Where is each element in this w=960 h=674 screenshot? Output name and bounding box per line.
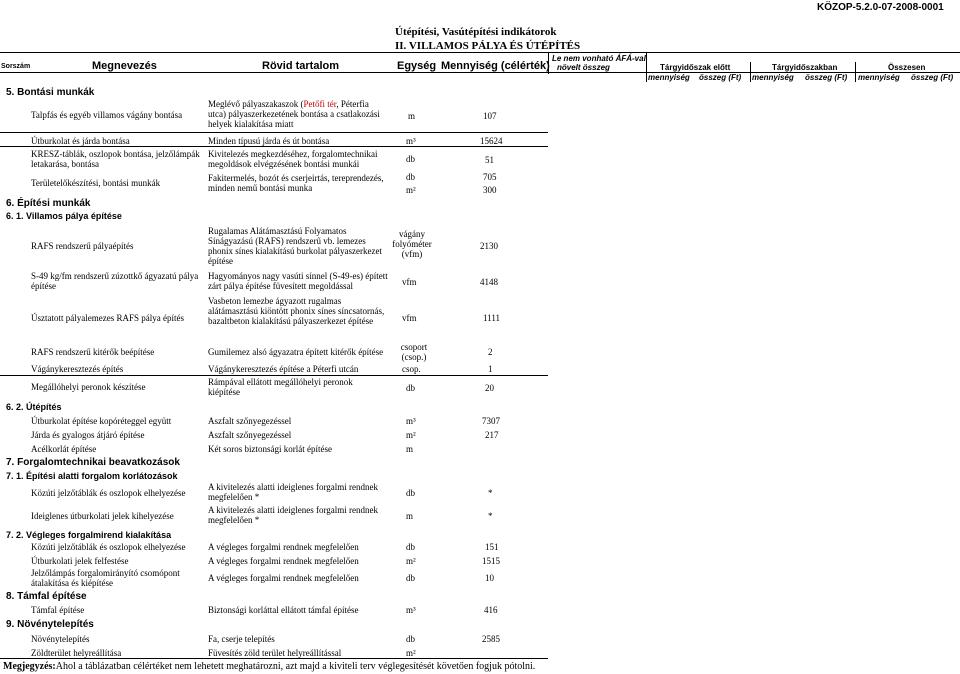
col-header-afa-sub: növelt összeg <box>557 63 610 72</box>
row-description: Meglévő pályaszakaszok (Petőfi tér, Péterfia utca) pályaszerkezetének bontása a csatlakozási helyek kialakítása miatt <box>208 99 380 129</box>
row-quantity: 2130 <box>480 241 498 251</box>
row-unit: m³ <box>406 136 416 146</box>
row-border <box>0 375 548 376</box>
row-description: Rugalamas Alátámasztású Folyamatos Sínágyazású (RAFS) rendszerű vb. lemezes phonix sínes kialakítású burkolat pályaszerkezet építése <box>208 226 382 266</box>
row-quantity: 107 <box>483 111 497 121</box>
row-quantity: 1 <box>488 364 493 374</box>
header-divider <box>855 62 856 82</box>
row-name: Vágánykeresztezés építés <box>31 364 124 374</box>
row-quantity: 15624 <box>480 136 503 146</box>
row-quantity: 4148 <box>480 277 498 287</box>
sub-header-mennyiseg: mennyiség <box>858 73 900 82</box>
row-description: A végleges forgalmi rendnek megfelelően <box>208 573 359 583</box>
row-name: Támfal építése <box>31 605 85 615</box>
sub-header-osszeg: összeg (Ft) <box>805 73 848 82</box>
row-unit: db <box>406 172 415 182</box>
row-unit: m <box>406 511 414 521</box>
row-border <box>0 658 548 659</box>
row-border <box>0 146 548 147</box>
sub-header-osszeg: összeg (Ft) <box>911 73 954 82</box>
row-description: A kivitelezés alatti ideiglenes forgalmi rendnek megfelelően * <box>208 482 379 502</box>
col-header-rovid: Rövid tartalom <box>262 60 340 72</box>
row-description: A kivitelezés alatti ideiglenes forgalmi rendnek megfelelően * <box>208 505 379 525</box>
row-unit: m² <box>406 185 416 195</box>
row-unit: m <box>406 444 414 454</box>
row-unit: csoport (csop.) <box>400 342 428 362</box>
row-name: Közúti jelzőtáblák és oszlopok elhelyezése <box>31 542 186 552</box>
row-unit: db <box>406 488 415 498</box>
subsection-heading: 7. 2. Végleges forgalmirend kialakítása <box>6 530 172 540</box>
row-quantity: 2585 <box>482 634 500 644</box>
col-header-osszesen: Összesen <box>888 63 926 72</box>
row-name: Úsztatott pályalemezes RAFS pálya építés <box>31 313 184 323</box>
row-unit: vfm <box>402 277 417 287</box>
section-heading: 8. Támfal építése <box>6 591 87 602</box>
row-description: Aszfalt szőnyegezéssel <box>208 430 292 440</box>
col-header-afa: Le nem vonható ÁFÁ-val <box>552 54 646 63</box>
row-name: Útburkolat és járda bontása <box>31 136 130 146</box>
row-quantity: 51 <box>485 155 494 165</box>
row-name: KRESZ-táblák, oszlopok bontása, jelzőlámpák letakarása, bontása <box>31 149 200 169</box>
row-unit: m² <box>406 648 416 658</box>
row-name: Útburkolati jelek felfestése <box>31 556 129 566</box>
row-quantity: 300 <box>483 185 497 195</box>
row-name: RAFS rendszerű kitérők beépítése <box>31 347 155 357</box>
col-header-egyseg: Egység <box>397 60 437 72</box>
row-unit: m³ <box>406 416 416 426</box>
row-name: Zöldterület helyreállítása <box>31 648 122 658</box>
link-petofi-ter[interactable]: Petőfi tér <box>303 99 337 109</box>
row-description: Rámpával ellátott megállóhelyi peronok kiépítése <box>208 377 353 397</box>
row-description: Gumilemez alsó ágyazatra épített kitérők építése <box>208 347 384 357</box>
row-quantity: * <box>488 511 493 521</box>
row-description: Füvesítés zöld terület helyreállítással <box>208 648 342 658</box>
row-quantity: 7307 <box>482 416 500 426</box>
row-name: Ideiglenes útburkolati jelek kihelyezése <box>31 511 174 521</box>
row-unit: m <box>408 111 416 121</box>
header-top-border <box>0 52 960 53</box>
header-divider <box>750 62 751 82</box>
row-name: Közúti jelzőtáblák és oszlopok elhelyezése <box>31 488 186 498</box>
row-name: Területelőkészítési, bontási munkák <box>31 178 161 188</box>
header-divider <box>646 52 647 82</box>
row-border <box>0 132 548 133</box>
row-quantity: 20 <box>485 383 494 393</box>
document-code: KÖZOP-5.2.0-07-2008-0001 <box>817 2 944 13</box>
subsection-heading: 6. 1. Villamos pálya építése <box>6 211 122 221</box>
row-name: Jelzőlámpás forgalomirányító csomópont átalakítása és kiépítése <box>31 568 180 588</box>
col-header-alatt: Tárgyidőszakban <box>772 63 838 72</box>
row-description: Minden típusú járda és út bontása <box>208 136 330 146</box>
row-unit: db <box>406 383 415 393</box>
col-header-mennyiseg: Mennyiség (célérték) <box>441 60 550 72</box>
col-header-sorszam: Sorszám <box>1 63 31 70</box>
row-quantity: * <box>488 488 493 498</box>
row-name: S-49 kg/fm rendszerű zúzottkő ágyazatú pálya építése <box>31 271 199 291</box>
row-description: Hagyományos nagy vasúti sínnel (S-49-es) épített zárt pálya építése füvesített megoldással <box>208 271 388 291</box>
row-name: Járda és gyalogos átjáró építése <box>31 430 145 440</box>
row-name: Acélkorlát építése <box>31 444 97 454</box>
section-heading: 6. Építési munkák <box>6 198 91 209</box>
row-name: Talpfás és egyéb villamos vágány bontása <box>31 110 183 120</box>
row-description: Aszfalt szőnyegezéssel <box>208 416 292 426</box>
row-unit: m² <box>406 556 416 566</box>
page-title: Útépítési, Vasútépítési indikátorok <box>395 26 557 38</box>
subsection-heading: 7. 1. Építési alatti forgalom korlátozások <box>6 471 178 481</box>
row-description: Biztonsági korláttal ellátott támfal építése <box>208 605 359 615</box>
row-quantity: 416 <box>484 605 498 615</box>
sub-header-mennyiseg: mennyiség <box>752 73 794 82</box>
section-heading: 5. Bontási munkák <box>6 87 95 98</box>
row-unit: db <box>406 573 415 583</box>
subsection-heading: 6. 2. Útépítés <box>6 402 62 412</box>
row-description: Két soros biztonsági korlát építése <box>208 444 332 454</box>
row-unit: vfm <box>402 313 417 323</box>
sub-header-mennyiseg: mennyiség <box>648 73 690 82</box>
footnote: Megjegyzés:Ahol a táblázatban célértéket nem lehetett meghatározni, azt majd a kiviteli terv véglegesítését követően fogjuk pótolni. <box>3 661 536 672</box>
row-unit: db <box>406 634 415 644</box>
row-description: Vágánykeresztezés építése a Péterfi utcán <box>208 364 359 374</box>
row-name: Útburkolat építése kopóréteggel együtt <box>31 416 172 426</box>
row-description: Kivitelezés megkezdéséhez, forgalomtechnikai megoldások elvégzésének bontási munkái <box>208 149 378 169</box>
col-header-elott: Tárgyidőszak előtt <box>660 63 731 72</box>
row-quantity: 217 <box>485 430 499 440</box>
row-quantity: 151 <box>485 542 499 552</box>
row-quantity: 2 <box>488 347 493 357</box>
row-name: Megállóhelyi peronok készítése <box>31 382 146 392</box>
row-quantity: 1515 <box>482 556 500 566</box>
row-unit: m² <box>406 430 416 440</box>
section-heading: 9. Növénytelepítés <box>6 619 94 630</box>
row-quantity: 705 <box>483 172 497 182</box>
row-description: A végleges forgalmi rendnek megfelelően <box>208 556 359 566</box>
row-unit: vágány folyóméter (vfm) <box>392 229 432 259</box>
row-name: RAFS rendszerű pályaépítés <box>31 241 134 251</box>
row-unit: db <box>406 154 415 164</box>
row-description: Fakitermelés, bozót és cserjeirtás, tereprendezés, minden nemű bontási munka <box>208 173 384 193</box>
col-header-megnevezes: Megnevezés <box>92 60 157 72</box>
sub-header-osszeg: összeg (Ft) <box>699 73 742 82</box>
row-description: Fa, cserje telepítés <box>208 634 275 644</box>
row-unit: csop. <box>402 364 421 374</box>
row-unit: db <box>406 542 415 552</box>
section-heading: 7. Forgalomtechnikai beavatkozások <box>6 457 180 468</box>
row-quantity: 10 <box>485 573 494 583</box>
page-subtitle: II. VILLAMOS PÁLYA ÉS ÚTÉPÍTÉS <box>395 40 581 52</box>
row-description: Vasbeton lemezbe ágyazott rugalmas alátámasztású kiöntött phonix sínes síncsatornás, bazaltbeton kialakítású pályaszerkezet építése <box>208 296 385 326</box>
row-description: A végleges forgalmi rendnek megfelelően <box>208 542 359 552</box>
row-unit: m³ <box>406 605 416 615</box>
row-quantity: 1111 <box>483 313 500 323</box>
row-name: Növénytelepítés <box>31 634 90 644</box>
